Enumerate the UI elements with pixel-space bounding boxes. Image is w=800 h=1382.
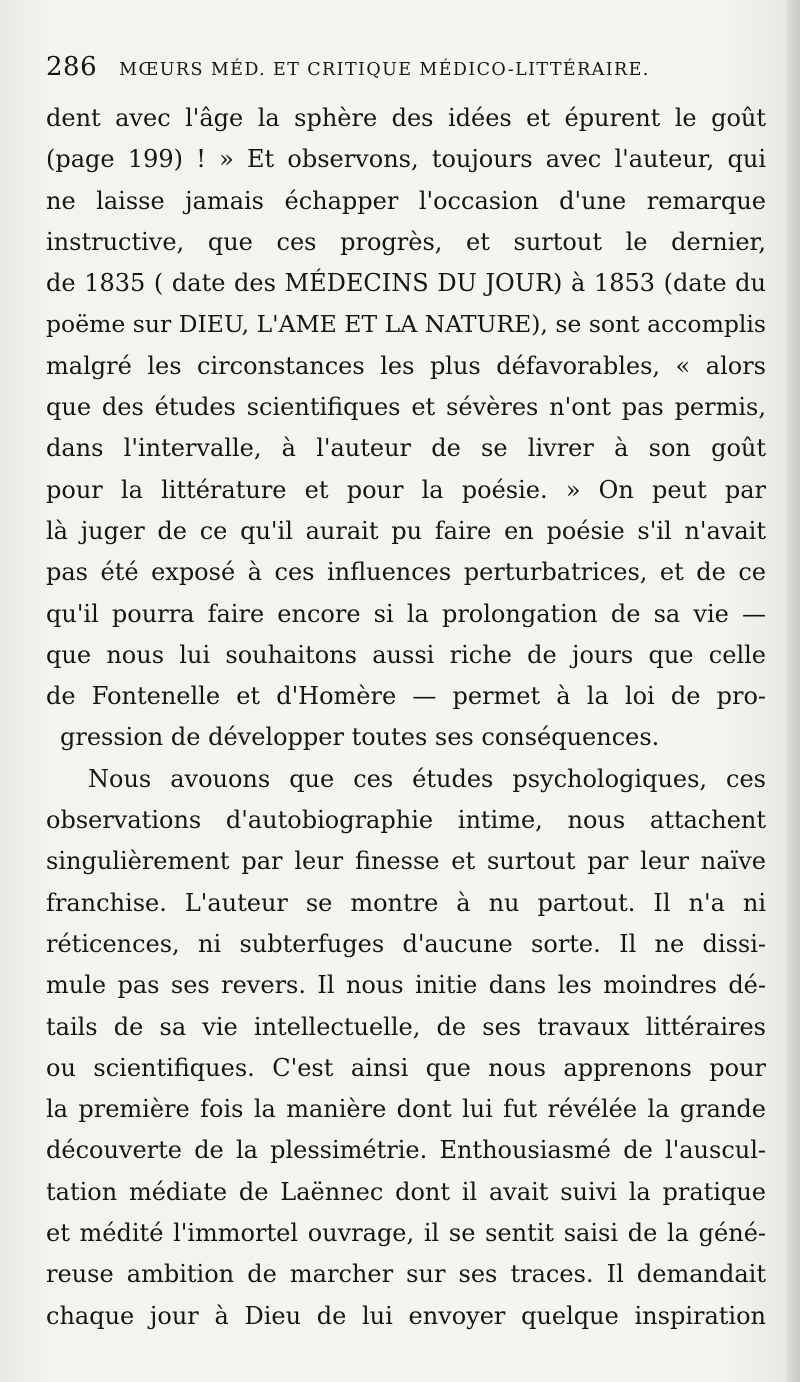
text-line: découverte de la plessimétrie. Enthousiasmé de l'auscul- (46, 1136, 766, 1165)
text-line: réticences, ni subterfuges d'aucune sorte. Il ne dissi- (46, 929, 766, 958)
text-line: et médité l'immortel ouvrage, il se sentit saisi de la géné- (46, 1219, 766, 1248)
text-line: de 1835 ( date des MÉDECINS DU JOUR) à 1853 (date du (46, 269, 766, 298)
text-line: la première fois la manière dont lui fut révélée la grande (46, 1095, 766, 1124)
text-line: ou scientifiques. C'est ainsi que nous apprenons pour (46, 1053, 766, 1082)
text-line: instructive, que ces progrès, et surtout le dernier, (46, 227, 766, 256)
text-line: tails de sa vie intellectuelle, de ses travaux littéraires (46, 1012, 766, 1041)
text-line: dans l'intervalle, à l'auteur de se livrer à son goût (46, 434, 766, 463)
text-line: tation médiate de Laënnec dont il avait suivi la pratique (46, 1177, 766, 1206)
running-title: MŒURS MÉD. ET CRITIQUE MÉDICO-LITTÉRAIRE. (119, 60, 650, 80)
text-line: observations d'autobiographie intime, nous attachent (46, 806, 766, 835)
text-line: poëme sur DIEU, L'AME ET LA NATURE), se sont accomplis (46, 310, 766, 339)
text-line: que nous lui souhaitons aussi riche de jours que celle (46, 640, 766, 669)
text-line: malgré les circonstances les plus défavorables, « alors (46, 351, 766, 380)
text-line: que des études scientifiques et sévères n'ont pas permis, (46, 393, 766, 422)
text-line: (page 199) ! » Et observons, toujours avec l'auteur, qui (46, 145, 766, 174)
text-line: gression de développer toutes ses conséquences. (60, 723, 660, 752)
text-line: pas été exposé à ces influences perturbatrices, et de ce (46, 558, 766, 587)
text-line: dent avec l'âge la sphère des idées et épurent le goût (46, 104, 766, 132)
text-line: Nous avouons que ces études psychologiques, ces (88, 764, 766, 793)
text-line: mule pas ses revers. Il nous initie dans les moindres dé- (46, 971, 766, 1000)
text-line: reuse ambition de marcher sur ses traces. Il demandait (46, 1260, 766, 1289)
text-line: qu'il pourra faire encore si la prolongation de sa vie — (46, 599, 766, 628)
text-line: ne laisse jamais échapper l'occasion d'une remarque (46, 186, 766, 215)
text-line: singulièrement par leur finesse et surtout par leur naïve (46, 847, 766, 876)
text-line: de Fontenelle et d'Homère — permet à la loi de pro- (46, 682, 766, 711)
page-number: 286 (46, 52, 98, 82)
body-text (46, 98, 766, 1337)
running-header (46, 52, 766, 96)
text-line: chaque jour à Dieu de lui envoyer quelque inspiration (46, 1301, 766, 1330)
text-line: franchise. L'auteur se montre à nu partout. Il n'a ni (46, 888, 766, 917)
page-edge-shadow (786, 0, 800, 1382)
text-line: là juger de ce qu'il aurait pu faire en poésie s'il n'avait (46, 516, 766, 545)
text-line: pour la littérature et pour la poésie. » On peut par (46, 475, 766, 504)
